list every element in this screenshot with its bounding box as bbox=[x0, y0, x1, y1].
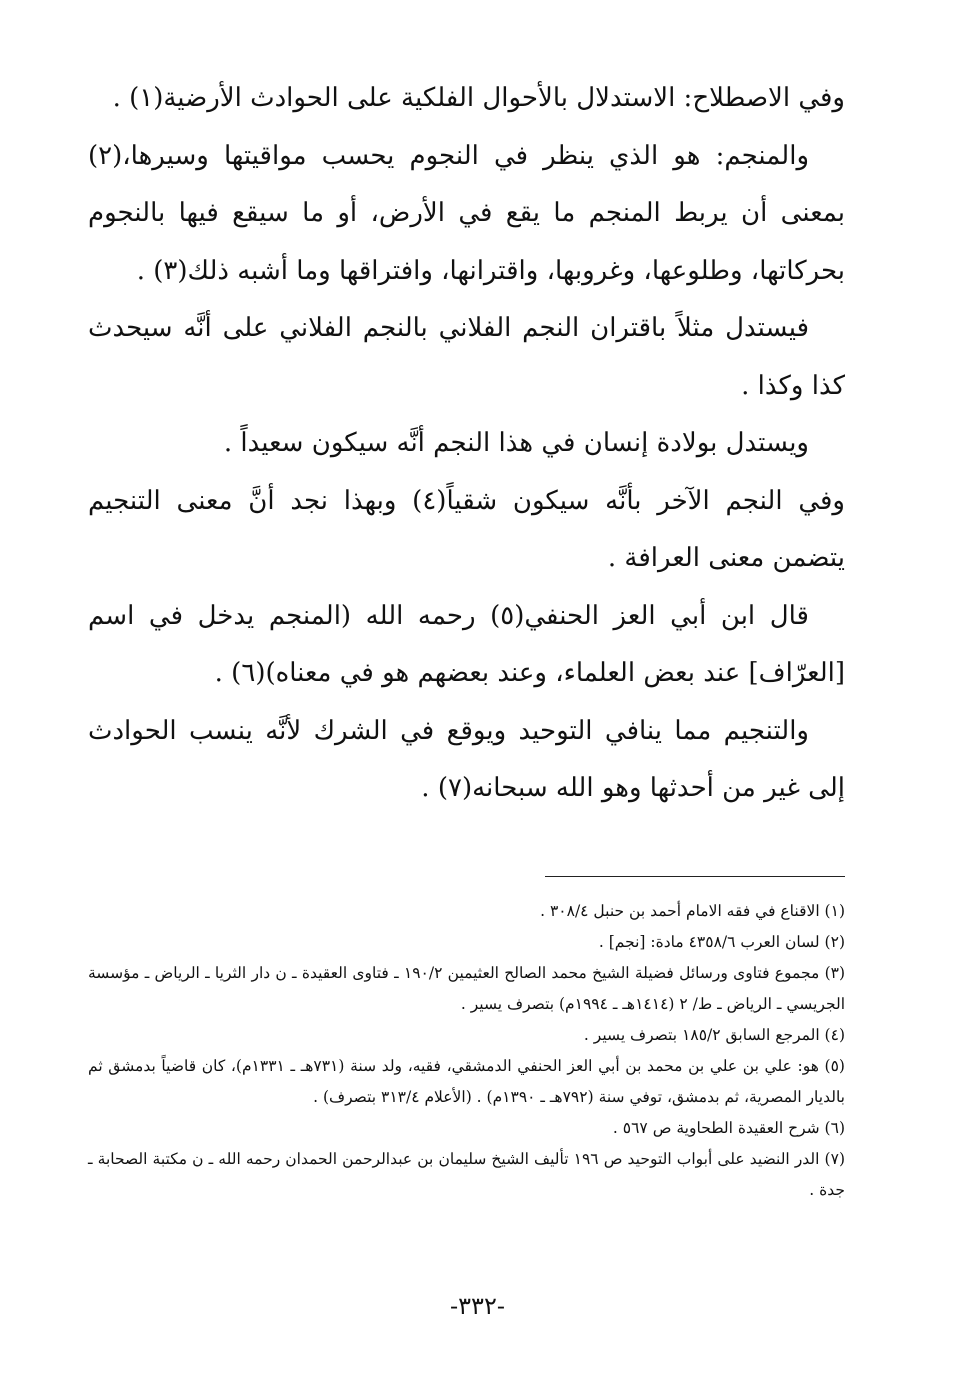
footnote-3: (٣) مجموع فتاوى ورسائل فضيلة الشيخ محمد الصالح العثيمين ١٩٠/٢ ـ فتاوى العقيدة ـ ن دار الثريا ـ الرياض ـ مؤسسة الجريسي ـ الرياض ـ ط/ ٢ (١٤١٤هـ ـ ١٩٩٤م) بتصرف يسير . bbox=[88, 964, 846, 1013]
footnote-4: (٤) المرجع السابق ١٨٥/٢ بتصرف يسير . bbox=[583, 1026, 845, 1044]
paragraph-birth-example: ويستدل بولادة إنسان في هذا النجم أنَّه سيكون سعيداً . bbox=[223, 428, 809, 458]
footnote-separator bbox=[545, 876, 845, 877]
footnote-5: (٥) هو: علي بن علي بن محمد بن أبي العز الحنفي الدمشقي، فقيه، ولد سنة (٧٣١هـ ـ ١٣٣١م)، كان قاضياً بدمشق ثم بالديار المصرية، ثم بدمشق، توفي سنة (٧٩٢هـ ـ ١٣٩٠م) . (الأعلام ٣١٣/٤ بتصرف) . bbox=[88, 1057, 845, 1106]
main-text bbox=[88, 70, 845, 818]
footnote-2: (٢) لسان العرب ٤٣٥٨/٦ مادة: [نجم] . bbox=[598, 933, 845, 951]
footnote-1: (١) الاقناع في فقه الامام أحمد بن حنبل ٣٠٨/٤ . bbox=[540, 902, 845, 920]
page-number: -٣٣٢- bbox=[450, 1292, 505, 1320]
footnote-6: (٦) شرح العقيدة الطحاوية ص ٥٦٧ . bbox=[612, 1119, 845, 1137]
paragraph-astrologer: والمنجم: هو الذي ينظر في النجوم يحسب مواقيتها وسيرها،(٢) بمعنى أن يربط المنجم ما يقع في الأرض، أو ما سيقع فيها بالنجوم بحركاتها، وطلوعها، وغروبها، واقترانها، وافتراقها وما أشبه ذلك(٣) . bbox=[88, 140, 845, 286]
paragraph-definition: وفي الاصطلاح: الاستدلال بالأحوال الفلكية على الحوادث الأرضية(١) . bbox=[112, 83, 845, 113]
paragraph-conjunction-example: فيستدل مثلاً باقتران النجم الفلاني بالنجم الفلاني على أنَّه سيحدث كذا وكذا . bbox=[88, 313, 845, 401]
paragraph-other-star: وفي النجم الآخر بأنَّه سيكون شقياً(٤) وبهذا نجد أنَّ معنى التنجيم يتضمن معنى العرافة . bbox=[88, 485, 845, 573]
footnote-7: (٧) الدر النضيد على أبواب التوحيد ص ١٩٦ تأليف الشيخ سليمان بن عبدالرحمن الحمدان رحمه الله ـ ن مكتبة الصحابة ـ جدة . bbox=[88, 1150, 845, 1199]
paragraph-conclusion: والتنجيم مما ينافي التوحيد ويوقع في الشرك لأنَّه ينسب الحوادث إلى غير من أحدثها وهو الله سبحانه(٧) . bbox=[88, 715, 845, 803]
footnotes bbox=[88, 896, 845, 1206]
paragraph-quote-ibn-abi-al-izz: قال ابن أبي العز الحنفي(٥) رحمه الله (المنجم يدخل في اسم [العرّاف] عند بعض العلماء، وعند بعضهم هو في معناه)(٦) . bbox=[88, 600, 845, 688]
